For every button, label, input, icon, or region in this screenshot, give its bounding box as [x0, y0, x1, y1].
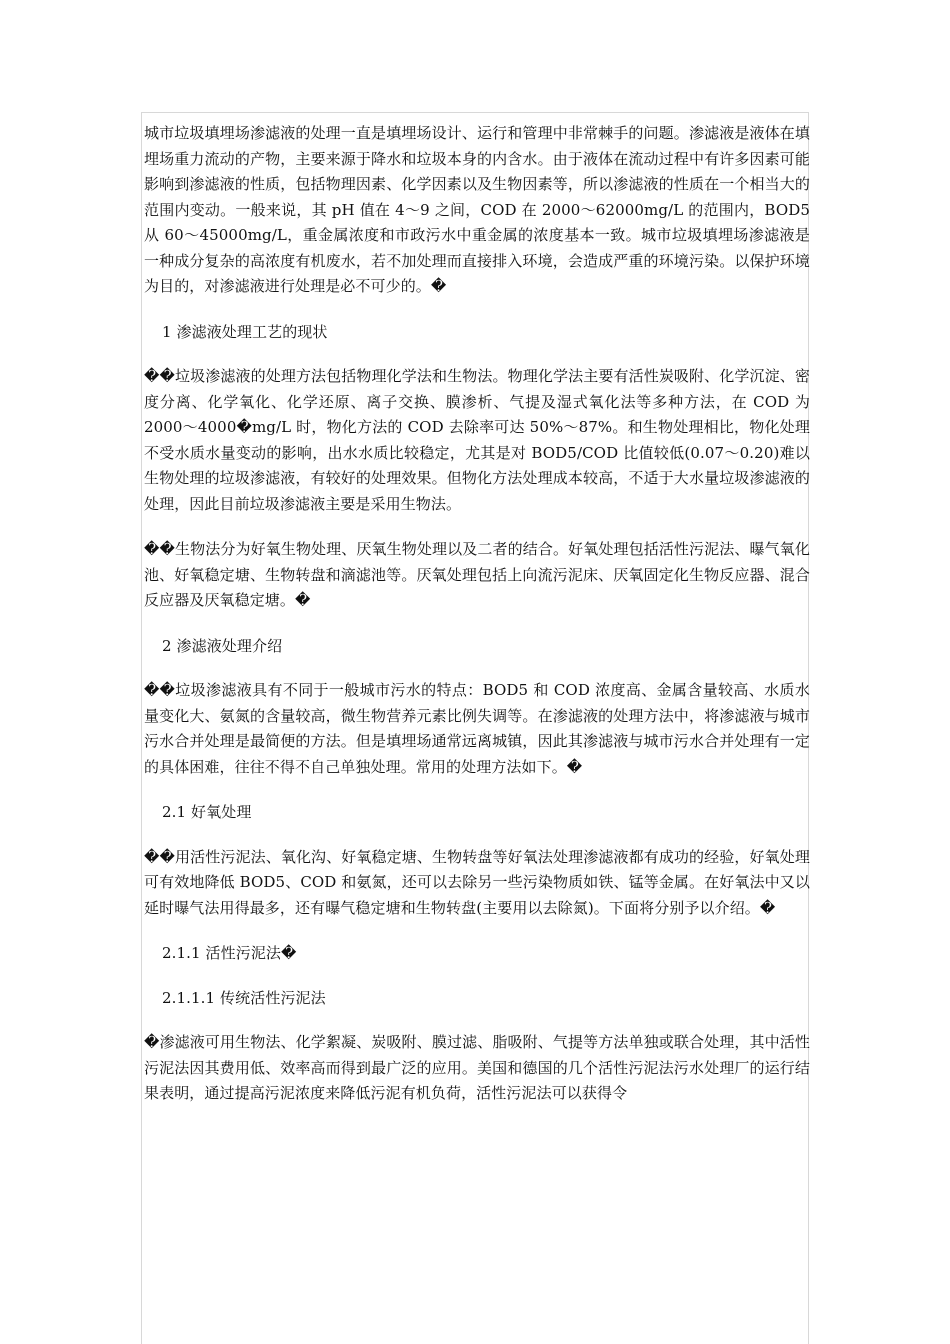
paragraph-aerobic: ��用活性污泥法、氧化沟、好氧稳定塘、生物转盘等好氧法处理渗滤液都有成功的经验，好氧处理可有效地降低 BOD5、COD 和氨氮，还可以去除另一些污染物质如铁、锰等金属。在好氧法中又以延时曝气法用得最多，还有曝气稳定塘和生物转盘(主要用以去除氮)。下面将分别予以介绍。�: [144, 847, 810, 917]
paragraph-intro: 城市垃圾填埋场渗滤液的处理一直是填埋场设计、运行和管理中非常棘手的问题。渗滤液是液体在填埋场重力流动的产物，主要来源于降水和垃圾本身的内含水。由于液体在流动过程中有许多因素可能影响到渗滤液的性质，包括物理因素、化学因素以及生物因素等，所以渗滤液的性质在一个相当大的范围内变动。一般来说，其 pH 值在 4～9 之间，COD 在 2000～62000mg/L 的范围内，BOD5 从 60～45000mg/L，重金属浓度和市政污水中重金属的浓度基本一致。城市垃圾填埋场渗滤液是一种成分复杂的高浓度有机废水，若不加处理而直接排入环境，会造成严重的环境污染。以保护环境为目的，对渗滤液进行处理是必不可少的。�: [144, 124, 810, 295]
section-heading-1: 1 渗滤液处理工艺的现状: [162, 322, 328, 341]
paragraph-physchem-methods: ��垃圾渗滤液的处理方法包括物理化学法和生物法。物理化学法主要有活性炭吸附、化学沉淀、密度分离、化学氧化、化学还原、离子交换、膜渗析、气提及湿式氧化法等多种方法，在 COD 为 2000～4000�mg/L 时，物化方法的 COD 去除率可达 50%～87%。和生物处理相比，物化处理不受水质水量变动的影响，出水水质比较稳定，尤其是对 BOD5/COD 比值较低(0.07～0.20)难以生物处理的垃圾渗滤液，有较好的处理效果。但物化方法处理成本较高，不适于大水量垃圾渗滤液的处理，因此目前垃圾渗滤液主要是采用生物法。: [144, 367, 810, 513]
section-heading-2-1: 2.1 好氧处理: [162, 803, 252, 821]
paragraph-activated-sludge: �渗滤液可用生物法、化学絮凝、炭吸附、膜过滤、脂吸附、气提等方法单独或联合处理，其中活性污泥法因其费用低、效率高而得到最广泛的应用。美国和德国的几个活性污泥法污水处理厂的运行结果表明，通过提高污泥浓度来降低污泥有机负荷，活性污泥法可以获得令: [144, 1033, 810, 1102]
document-page: [141, 112, 809, 1344]
paragraph-leachate-features: ��垃圾渗滤液具有不同于一般城市污水的特点：BOD5 和 COD 浓度高、金属含量较高、水质水量变化大、氨氮的含量较高，微生物营养元素比例失调等。在渗滤液的处理方法中，将渗滤液与城市污水合并处理是最简便的方法。但是填埋场通常远离城镇，因此其渗滤液与城市污水合并处理有一定的具体困难，往往不得不自己单独处理。常用的处理方法如下。�: [144, 681, 810, 776]
section-heading-2-1-1-1: 2.1.1.1 传统活性污泥法: [162, 988, 326, 1007]
document-body: [144, 113, 810, 1107]
section-heading-2-1-1: 2.1.1 活性污泥法�: [162, 944, 297, 962]
paragraph-biological-methods: ��生物法分为好氧生物处理、厌氧生物处理以及二者的结合。好氧处理包括活性污泥法、曝气氧化池、好氧稳定塘、生物转盘和滴滤池等。厌氧处理包括上向流污泥床、厌氧固定化生物反应器、混合反应器及厌氧稳定塘。�: [144, 540, 810, 609]
section-heading-2: 2 渗滤液处理介绍: [162, 636, 283, 655]
